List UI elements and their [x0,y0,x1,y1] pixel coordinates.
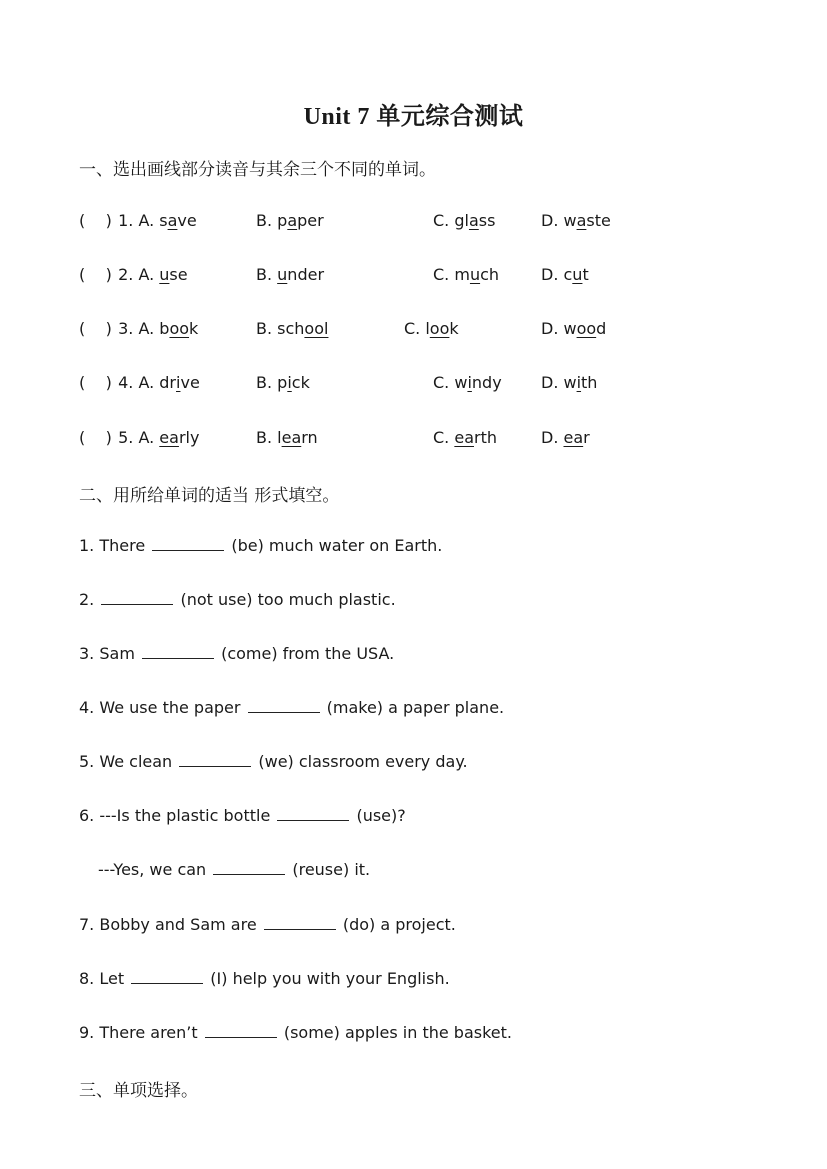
question-3-option-d: D. wood [541,319,607,338]
question-1-option-d: D. waste [541,211,611,230]
fill-in-item: 2. (not use) too much plastic. [79,590,396,609]
question-5-option-a: ( ) 5. A. early [79,428,200,447]
underlined-letters: a [167,211,178,230]
answer-blank[interactable] [142,644,214,659]
answer-paren[interactable]: ( ) [79,373,112,392]
fill-in-item: 9. There aren’t (some) apples in the basket. [79,1023,512,1042]
answer-blank[interactable] [213,860,285,875]
question-number: 3. [113,319,139,338]
underlined-letters: oo [429,319,450,338]
answer-paren[interactable]: ( ) [79,319,112,338]
question-5-option-d: D. ear [541,428,590,447]
question-4-option-b: B. pick [256,373,310,392]
question-number: 2. [113,265,139,284]
answer-blank[interactable] [179,752,251,767]
underlined-letters: i [287,373,292,392]
question-1-option-a: ( ) 1. A. save [79,211,197,230]
underlined-letters: a [287,211,298,230]
answer-paren[interactable]: ( ) [79,265,112,284]
answer-paren[interactable]: ( ) [79,211,112,230]
section-3-heading: 三、单项选择。 [79,1081,198,1101]
answer-blank[interactable] [131,969,203,984]
underlined-letters: ea [563,428,584,447]
underlined-letters: oo [576,319,597,338]
question-number: 1. [113,211,139,230]
fill-in-item: 5. We clean (we) classroom every day. [79,752,468,771]
underlined-letters: u [277,265,288,284]
underlined-letters: ea [454,428,474,447]
question-2-option-c: C. much [433,265,500,284]
question-2-option-d: D. cut [541,265,589,284]
question-1-option-c: C. glass [433,211,496,230]
question-number: 5. [113,428,139,447]
section-1-heading: 一、选出画线部分读音与其余三个不同的单词。 [79,160,436,180]
underlined-letters: ea [159,428,179,447]
answer-blank[interactable] [205,1023,277,1038]
underlined-letters: ea [281,428,302,447]
answer-blank[interactable] [277,806,349,821]
question-2-option-b: B. under [256,265,325,284]
question-4-option-d: D. with [541,373,598,392]
fill-in-item: ---Yes, we can (reuse) it. [98,860,371,879]
answer-blank[interactable] [264,915,336,930]
question-1-option-b: B. paper [256,211,324,230]
underlined-letters: u [159,265,170,284]
question-2-option-a: ( ) 2. A. use [79,265,188,284]
question-5-option-c: C. earth [433,428,497,447]
fill-in-item: 3. Sam (come) from the USA. [79,644,395,663]
question-3-option-b: B. school [256,319,329,338]
fill-in-item: 1. There (be) much water on Earth. [79,536,443,555]
answer-blank[interactable] [152,536,224,551]
underlined-letters: i [467,373,472,392]
question-3-option-c: C. look [404,319,459,338]
underlined-letters: i [576,373,582,392]
section-2-heading: 二、用所给单词的适当 形式填空。 [79,486,340,506]
answer-blank[interactable] [248,698,320,713]
underlined-letters: oo [169,319,190,338]
question-5-option-b: B. learn [256,428,318,447]
answer-blank[interactable] [101,590,173,605]
answer-paren[interactable]: ( ) [79,428,112,447]
underlined-letters: ool [304,319,329,338]
fill-in-item: 8. Let (I) help you with your English. [79,969,450,988]
underlined-letters: u [469,265,481,284]
underlined-letters: a [576,211,587,230]
page-title: Unit 7 单元综合测试 [303,104,524,130]
question-number: 4. [113,373,139,392]
fill-in-item: 6. ---Is the plastic bottle (use)? [79,806,406,825]
fill-in-item: 4. We use the paper (make) a paper plane. [79,698,505,717]
underlined-letters: a [468,211,479,230]
question-4-option-c: C. windy [433,373,502,392]
underlined-letters: i [176,373,181,392]
question-3-option-a: ( ) 3. A. book [79,319,199,338]
fill-in-item: 7. Bobby and Sam are (do) a project. [79,915,456,934]
question-4-option-a: ( ) 4. A. drive [79,373,200,392]
underlined-letters: u [572,265,583,284]
